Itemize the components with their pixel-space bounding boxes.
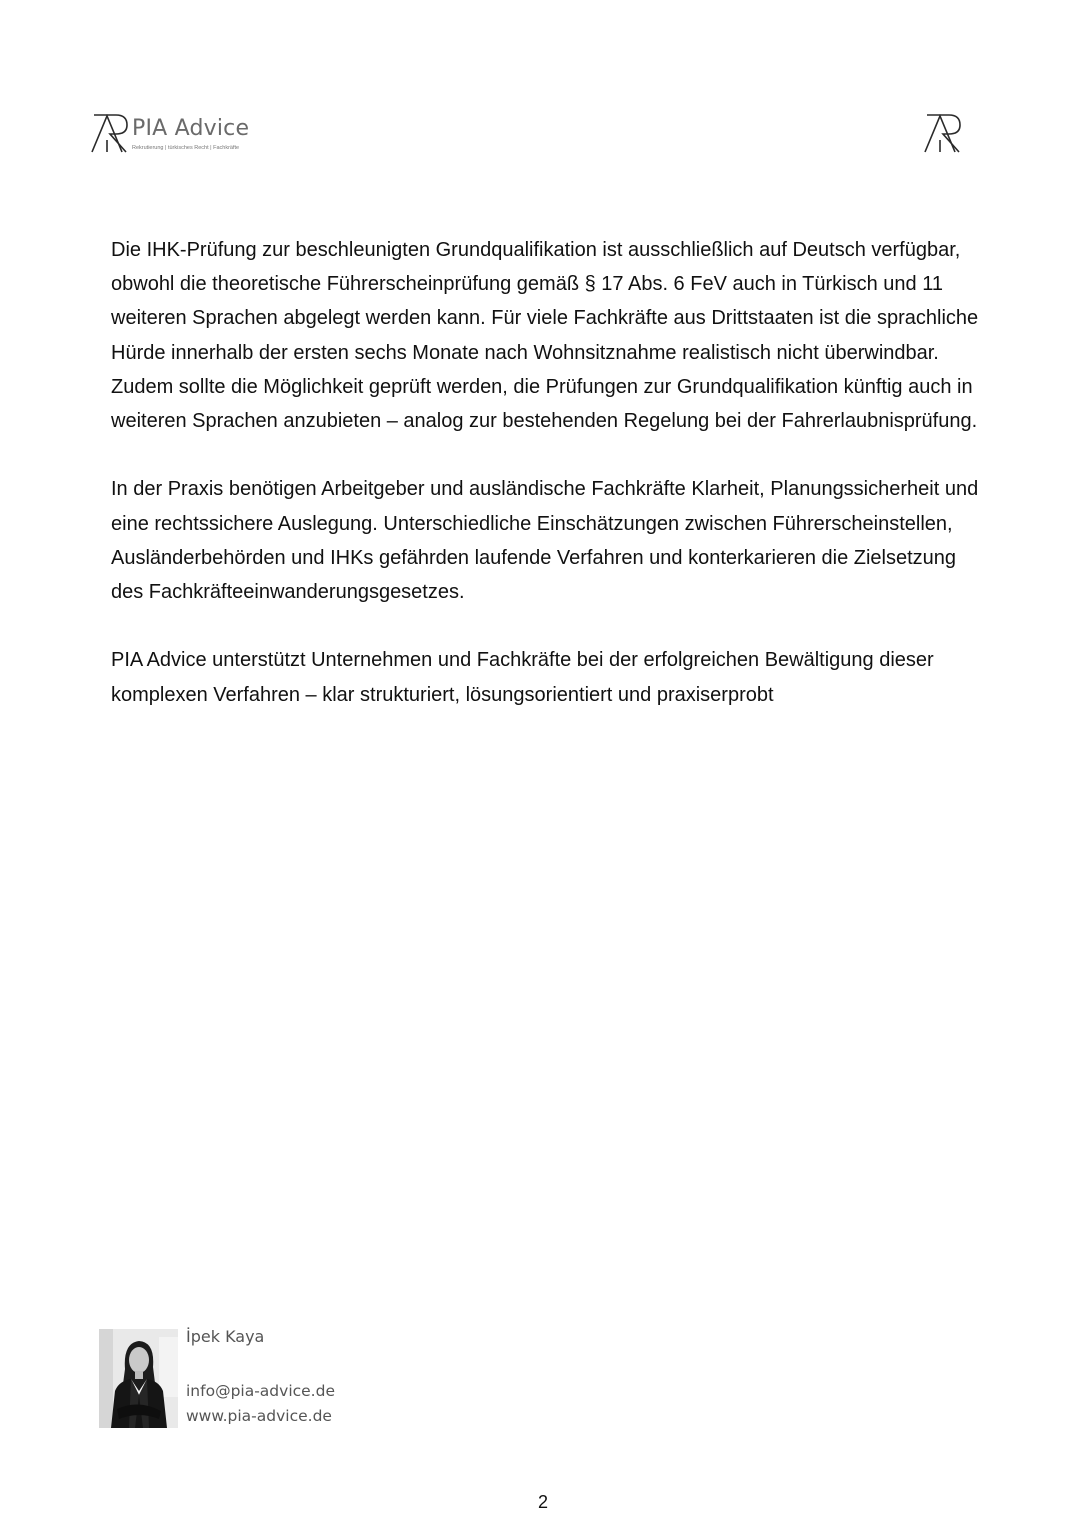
body-text [111, 233, 991, 712]
contact-name: İpek Kaya [186, 1327, 265, 1346]
brand-name: PIA Advice [132, 116, 250, 141]
paragraph: Zudem sollte die Möglichkeit geprüft werden, die Prüfungen zur Grundqualifikation künftig auch in weiteren Sprachen anzubieten – analog zur bestehenden Regelung bei der Fahrerlaubnisprüfung. [111, 375, 978, 433]
brand-tagline: Rekrutierung | türkisches Recht | Fachkräfte [132, 145, 240, 151]
contact-email-link[interactable]: info@pia-advice.de [186, 1382, 335, 1400]
portrait-photo [99, 1329, 178, 1428]
portrait-illustration [99, 1329, 178, 1428]
paragraph: In der Praxis benötigen Arbeitgeber und ausländische Fachkräfte Klarheit, Planungssicherheit und eine rechtssichere Auslegung. Unterschiedliche Einschätzungen zwischen Führerscheinstellen, Ausländerbehörden und IHKs gefährden laufende Verfahren und konterkarieren die Zielsetzung des Fachkräfteeinwanderungsgesetzes. [111, 478, 979, 604]
page-number: 2 [537, 1492, 548, 1512]
paragraph: Die IHK-Prüfung zur beschleunigten Grundqualifikation ist ausschließlich auf Deutsch verfügbar, obwohl die theoretische Führerscheinprüfung gemäß § 17 Abs. 6 FeV auch in Türkisch und 11 weiteren Sprachen abgelegt werden kann. Für viele Fachkräfte aus Drittstaaten ist die sprachliche Hürde innerhalb der ersten sechs Monate nach Wohnsitznahme realistisch nicht überwindbar. [111, 239, 979, 364]
pia-monogram-icon [90, 112, 130, 154]
pia-monogram-icon [922, 112, 964, 154]
header-logo [90, 110, 280, 158]
contact-website-link[interactable]: www.pia-advice.de [186, 1407, 332, 1425]
paragraph: PIA Advice unterstützt Unternehmen und Fachkräfte bei der erfolgreichen Bewältigung dieser komplexen Verfahren – klar strukturiert, lösungsorientiert und praxiserprobt [111, 649, 934, 706]
